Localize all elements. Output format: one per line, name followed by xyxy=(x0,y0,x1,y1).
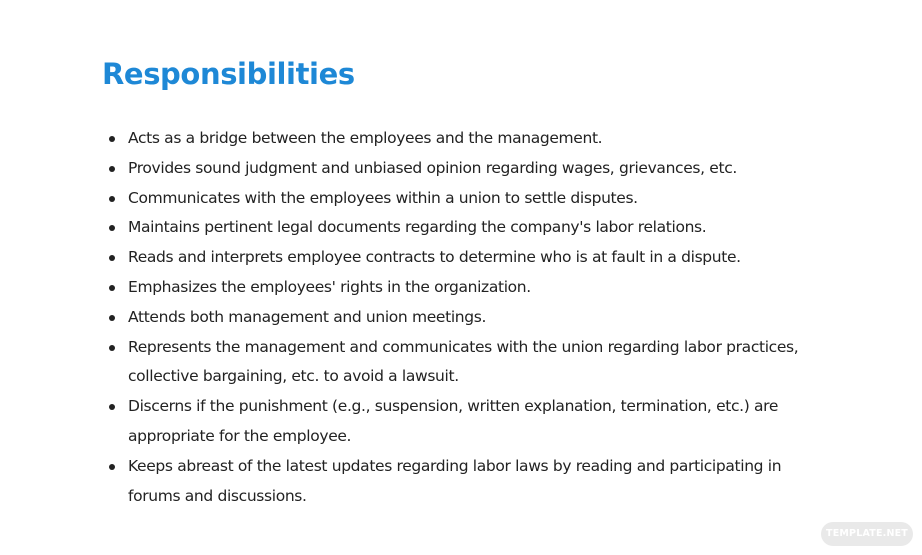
bullet-icon xyxy=(109,404,115,410)
bullet-icon xyxy=(109,345,115,351)
bullet-icon xyxy=(109,464,115,470)
bullet-icon xyxy=(109,166,115,172)
list-item xyxy=(128,333,828,393)
list-item xyxy=(128,243,828,273)
bullet-icon xyxy=(109,196,115,202)
list-item xyxy=(128,392,828,452)
bullet-icon xyxy=(109,255,115,261)
list-item-text: Emphasizes the employees' rights in the organization. xyxy=(128,277,531,296)
list-item xyxy=(128,124,828,154)
list-item-text: Communicates with the employees within a union to settle disputes. xyxy=(128,188,638,207)
bullet-icon xyxy=(109,315,115,321)
list-item-text: Keeps abreast of the latest updates regarding labor laws by reading and participating in forums and discussions. xyxy=(128,456,782,505)
list-item xyxy=(128,452,828,512)
list-item xyxy=(128,154,828,184)
template-net-watermark: TEMPLATE.NET xyxy=(821,522,913,546)
list-item-text: Provides sound judgment and unbiased opinion regarding wages, grievances, etc. xyxy=(128,158,737,177)
list-item-text: Maintains pertinent legal documents regarding the company's labor relations. xyxy=(128,218,707,237)
list-item-text: Discerns if the punishment (e.g., suspension, written explanation, termination, etc.) are appropriate for the employee. xyxy=(128,397,779,445)
bullet-icon xyxy=(109,285,115,291)
list-item-text: Attends both management and union meetings. xyxy=(128,307,487,326)
responsibilities-list xyxy=(128,124,828,511)
list-item-text: Represents the management and communicates with the union regarding labor practices, collective bargaining, etc. to avoid a lawsuit. xyxy=(128,337,799,386)
page-title: Responsibilities xyxy=(102,57,355,91)
list-item-text: Acts as a bridge between the employees and the management. xyxy=(128,129,603,147)
bullet-icon xyxy=(109,225,115,231)
list-item xyxy=(128,273,828,303)
list-item xyxy=(128,303,828,333)
bullet-icon xyxy=(109,136,115,142)
list-item-text: Reads and interprets employee contracts to determine who is at fault in a dispute. xyxy=(128,248,741,267)
list-item xyxy=(128,213,828,243)
list-item xyxy=(128,184,828,214)
